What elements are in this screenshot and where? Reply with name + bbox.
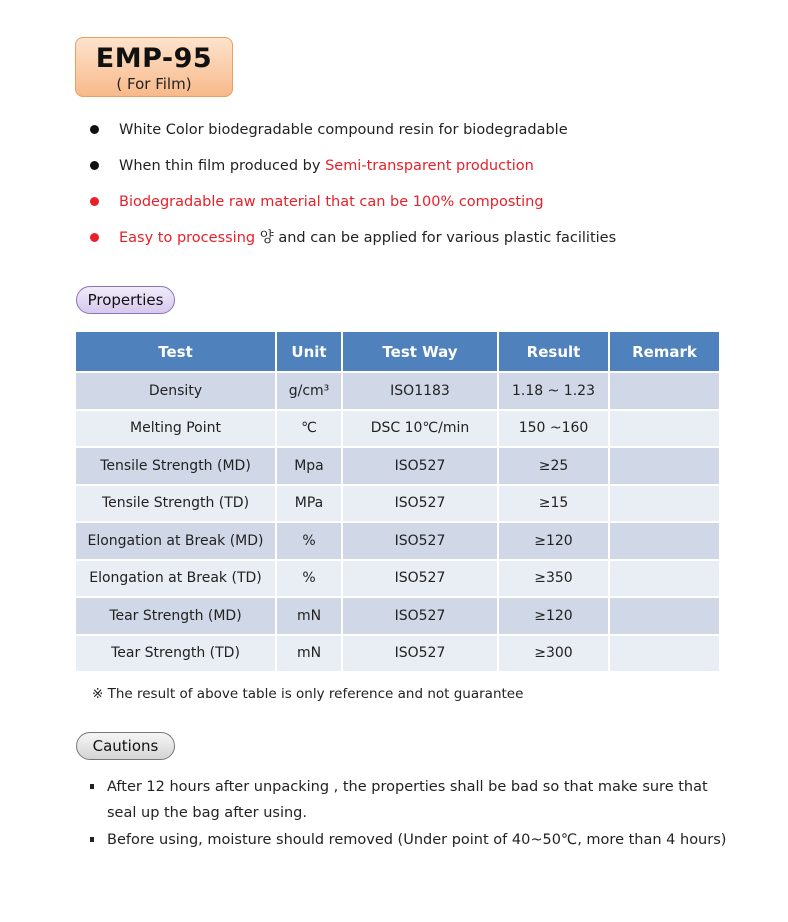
cell-test-way: ISO527 <box>342 522 498 560</box>
cell-unit: ℃ <box>276 410 342 448</box>
bullet-dot-icon <box>90 161 99 170</box>
cell-remark <box>609 372 719 410</box>
cell-remark <box>609 485 719 523</box>
cell-test-way: ISO527 <box>342 635 498 673</box>
table-disclaimer: ※ The result of above table is only reference and not guarantee <box>92 686 524 702</box>
feature-highlight: Biodegradable raw material that can be 100% composting <box>119 194 544 210</box>
cell-unit: mN <box>276 635 342 673</box>
cell-result: ≥120 <box>498 522 609 560</box>
cell-result: 150 ~160 <box>498 410 609 448</box>
feature-item <box>88 154 768 190</box>
cell-remark <box>609 522 719 560</box>
cell-unit: MPa <box>276 485 342 523</box>
cell-unit: Mpa <box>276 447 342 485</box>
feature-highlight: Semi-transparent production <box>325 158 534 174</box>
caution-text: Before using, moisture should removed (Under point of 40~50℃, more than 4 hours) <box>107 832 727 848</box>
cell-result: ≥300 <box>498 635 609 673</box>
properties-table <box>76 332 719 673</box>
cell-result: ≥120 <box>498 597 609 635</box>
cell-test-way: ISO1183 <box>342 372 498 410</box>
table-row <box>76 560 719 598</box>
cell-remark <box>609 410 719 448</box>
feature-text: When thin film produced by <box>119 158 326 174</box>
feature-highlight: Easy to processing <box>119 230 260 246</box>
table-row <box>76 635 719 673</box>
cell-result: ≥25 <box>498 447 609 485</box>
table-row <box>76 410 719 448</box>
cell-test-way: DSC 10℃/min <box>342 410 498 448</box>
cell-unit: % <box>276 522 342 560</box>
cautions-list <box>90 774 730 854</box>
cell-test-way: ISO527 <box>342 560 498 598</box>
cell-test: Elongation at Break (TD) <box>76 560 276 598</box>
feature-item <box>88 118 768 154</box>
column-header-remark: Remark <box>609 332 719 372</box>
cell-test: Tear Strength (TD) <box>76 635 276 673</box>
column-header-test-way: Test Way <box>342 332 498 372</box>
product-title: EMP-95 <box>95 43 213 74</box>
table-row <box>76 372 719 410</box>
caution-text: After 12 hours after unpacking , the properties shall be bad so that make sure that seal up the bag after using. <box>107 779 708 821</box>
bullet-dot-icon <box>90 233 99 242</box>
feature-text: 양 and can be applied for various plastic facilities <box>259 230 617 246</box>
table-row <box>76 522 719 560</box>
bullet-dot-icon <box>90 125 99 134</box>
cell-remark <box>609 597 719 635</box>
column-header-test: Test <box>76 332 276 372</box>
cell-remark <box>609 447 719 485</box>
column-header-result: Result <box>498 332 609 372</box>
cell-unit: mN <box>276 597 342 635</box>
cell-test: Tear Strength (MD) <box>76 597 276 635</box>
cell-test-way: ISO527 <box>342 597 498 635</box>
table-row <box>76 447 719 485</box>
feature-item <box>88 226 768 262</box>
feature-list <box>88 118 768 262</box>
caution-item <box>90 827 730 853</box>
column-header-unit: Unit <box>276 332 342 372</box>
table-row <box>76 597 719 635</box>
cell-test: Melting Point <box>76 410 276 448</box>
table-header-row <box>76 332 719 372</box>
cell-remark <box>609 635 719 673</box>
cell-test-way: ISO527 <box>342 447 498 485</box>
cell-remark <box>609 560 719 598</box>
cell-result: ≥350 <box>498 560 609 598</box>
square-bullet-icon <box>90 784 94 789</box>
cell-test: Density <box>76 372 276 410</box>
feature-text: White Color biodegradable compound resin for biodegradable <box>119 122 568 138</box>
square-bullet-icon <box>90 837 94 842</box>
product-subtitle: ( For Film) <box>116 75 192 93</box>
bullet-dot-icon <box>90 197 99 206</box>
table-row <box>76 485 719 523</box>
product-title-box <box>75 37 233 97</box>
cell-unit: g/cm³ <box>276 372 342 410</box>
feature-item <box>88 190 768 226</box>
cell-unit: % <box>276 560 342 598</box>
cell-test-way: ISO527 <box>342 485 498 523</box>
cautions-label: Cautions <box>76 732 175 760</box>
cell-test: Tensile Strength (TD) <box>76 485 276 523</box>
cell-result: ≥15 <box>498 485 609 523</box>
cell-test: Elongation at Break (MD) <box>76 522 276 560</box>
cell-result: 1.18 ~ 1.23 <box>498 372 609 410</box>
properties-label: Properties <box>76 286 175 314</box>
cell-test: Tensile Strength (MD) <box>76 447 276 485</box>
caution-item <box>90 774 730 826</box>
